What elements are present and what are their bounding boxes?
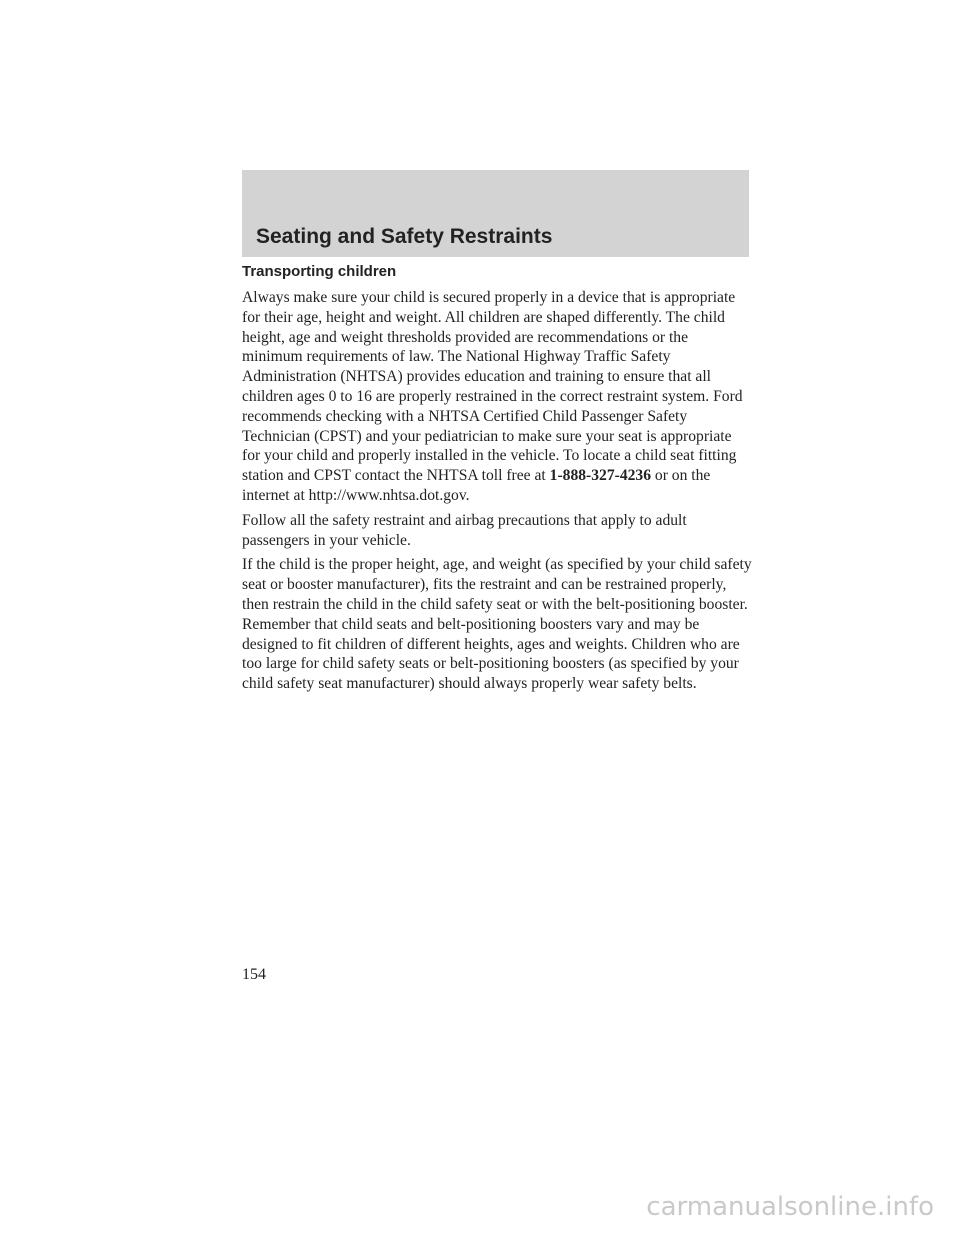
nhtsa-phone-number: 1-888-327-4236 bbox=[549, 467, 652, 485]
section-header-title: Seating and Safety Restraints bbox=[256, 225, 553, 248]
page-number: 154 bbox=[242, 966, 266, 983]
paragraph-text: Always make sure your child is secured properly in a device that is appropriate for their age, height and weight. All children are shaped differently. The child height, age and weight thresholds provided are recommendations or the minimum requirements of law. The National Highway Traffic Safety Administration (NHTSA) provides education and training to ensure that all children ages 0 to 16 are properly restrained in the correct restraint system. Ford recommends checking with a NHTSA Certified Child Passenger Safety Technician (CPST) and your pediatrician to make sure your seat is appropriate for your child and properly installed in the vehicle. To locate a child seat fitting station and CPST contact the NHTSA toll free at bbox=[242, 289, 743, 485]
page-content bbox=[242, 262, 752, 699]
subsection-heading: Transporting children bbox=[242, 263, 397, 280]
paragraph-child-restraint: If the child is the proper height, age, and weight (as specified by your child safety seat or booster manufacturer), fits the restraint and can be restrained properly, then restrain the child in the child safety seat or with the belt-positioning booster. Remember that child seats and belt-positioning boosters vary and may be designed to fit children of different heights, ages and weights. Children who are too large for child safety seats or belt-positioning boosters (as specified by your child safety seat manufacturer) should always properly wear safety belts. bbox=[242, 556, 752, 693]
paragraph-airbag-precautions: Follow all the safety restraint and airbag precautions that apply to adult passengers in your vehicle. bbox=[242, 511, 687, 549]
section-header-band bbox=[242, 170, 749, 257]
paragraph-transporting-children bbox=[242, 288, 752, 506]
watermark: carmanualsonline.info bbox=[646, 1192, 934, 1222]
paragraph-text: or on the internet at http://www.nhtsa.dot.gov. bbox=[242, 467, 711, 504]
